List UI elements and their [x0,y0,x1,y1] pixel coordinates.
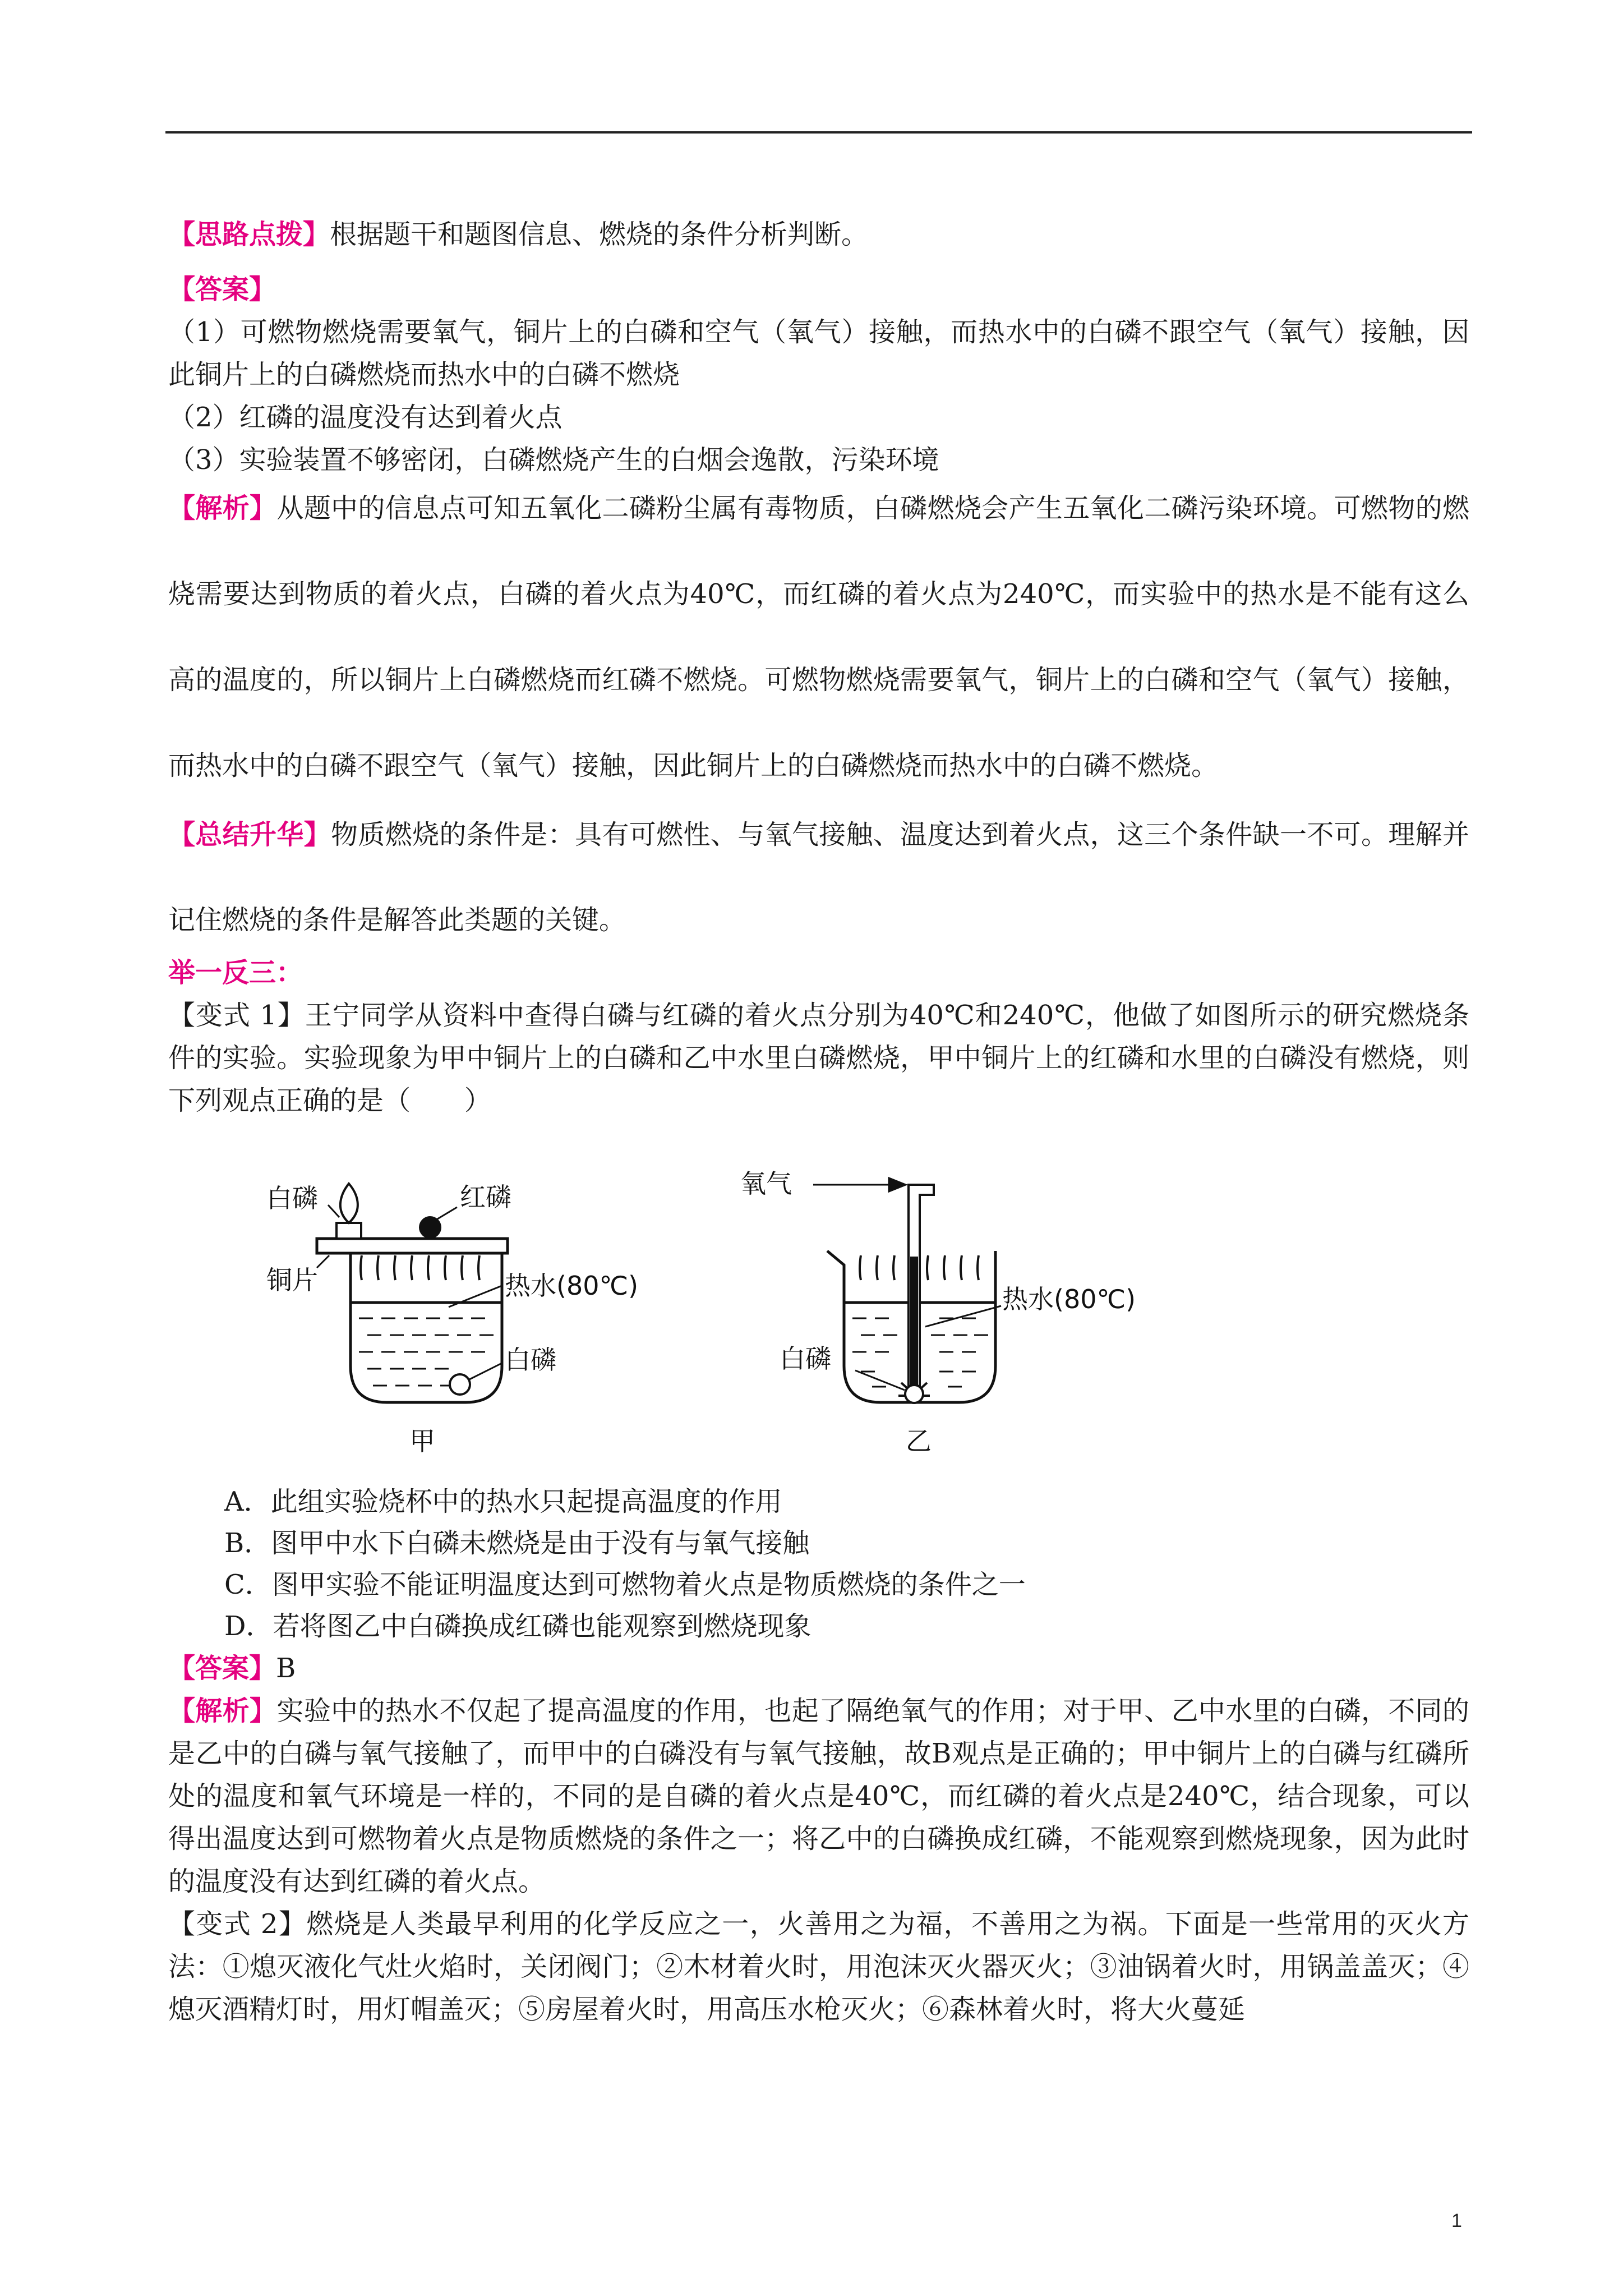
label-white-phosphorus-a: 白磷 [266,1183,318,1213]
variant-1-analysis-text: 实验中的热水不仅起了提高温度的作用，也起了隔绝氧气的作用；对于甲、乙中水里的白磷，不同的是乙中的白磷与氧气接触了，而甲中的白磷没有与氧气接触，故B观点是正确的；甲中铜片上的白磷与红磷所处的温度和氧气环境是一样的，不同的是自磷的着火点是40℃，而红磷的着火点是240℃，结合现象，可以得出温度达到可燃物着火点是物质燃烧的条件之一；将乙中的白磷换成红磷，不能观察到燃烧现象，因为此时的温度没有达到红磷的着火点。 [168,1695,1469,1897]
variant-1-question [168,994,1469,1122]
summary-text: 物质燃烧的条件是：具有可燃性、与氧气接触、温度达到着火点，这三个条件缺一不可。理解并记住燃烧的条件是解答此类题的关键。 [168,819,1469,936]
oxygen-tube [909,1185,934,1391]
label-jia: 甲 [409,1426,435,1456]
water-dashes-a [359,1318,494,1386]
answer-heading [168,268,1469,311]
white-phosphorus-on-plate [336,1184,361,1239]
label-red-phosphorus: 红磷 [460,1182,511,1212]
analysis-text: 从题中的信息点可知五氧化二磷粉尘属有毒物质，白磷燃烧会产生五氧化二磷污染环境。可燃物的燃烧需要达到物质的着火点，白磷的着火点为40℃，而红磷的着火点为240℃，而实验中的热水是不能有这么高的温度的，所以铜片上白磷燃烧而红磷不燃烧。可燃物燃烧需要氧气，铜片上的白磷和空气（氧气）接触，而热水中的白磷不跟空气（氧气）接触，因此铜片上的白磷燃烧而热水中的白磷不燃烧。 [168,493,1469,781]
jyfs-label: 举一反三： [168,957,303,988]
answer-label: 【答案】 [168,274,276,305]
variant-1-analysis [168,1690,1469,1903]
white-phosphorus-in-water [450,1374,470,1395]
answer-item-3: （3）实验装置不够密闭，白磷燃烧产生的白烟会逸散，污染环境 [168,444,939,476]
leader-lines-b [813,1178,1001,1390]
hint-label: 【思路点拨】 [168,219,330,250]
label-oxygen: 氧气 [740,1168,792,1199]
page-number: 1 [1451,2210,1462,2231]
variant-2-label: 【变式 2】 [168,1908,307,1940]
variant-1-answer-value: B [276,1653,296,1684]
beaker-a-ridges [361,1255,479,1280]
answer-item-2: （2）红磷的温度没有达到着火点 [168,402,562,433]
arrow-right-icon [889,1178,906,1191]
variant-1-answer-label: 【答案】 [168,1653,276,1684]
hint-paragraph [168,213,1469,256]
document-body [168,213,1469,2031]
copper-plate [317,1239,508,1253]
option-d: D．若将图乙中白磷换成红磷也能观察到燃烧现象 [224,1611,811,1642]
variant-2-text: 燃烧是人类最早利用的化学反应之一，火善用之为福，不善用之为祸。下面是一些常用的灭火方法：①熄灭液化气灶火焰时，关闭阀门；②木材着火时，用泡沫灭火器灭火；③油锅着火时，用锅盖盖灭；④熄灭酒精灯时，用灯帽盖灭；⑤房屋着火时，用高压水枪灭火；⑥森林着火时，将大火蔓延 [168,1908,1469,2025]
analysis-paragraph [168,466,1469,809]
answer-item-1: （1）可燃物燃烧需要氧气，铜片上的白磷和空气（氧气）接触，而热水中的白磷不跟空气（氧气）接触，因此铜片上的白磷燃烧而热水中的白磷不燃烧 [168,316,1469,390]
option-b: B．图甲中水下白磷未燃烧是由于没有与氧气接触 [224,1527,810,1559]
variant-1-analysis-label: 【解析】 [168,1695,277,1727]
header-rule [165,131,1472,134]
analysis-label: 【解析】 [168,493,277,524]
option-a: A．此组实验烧杯中的热水只起提高温度的作用 [224,1486,782,1517]
variant-1-answer [168,1647,1469,1690]
label-hot-water-a: 热水(80℃) [505,1271,639,1301]
experiment-figure [266,1156,1220,1470]
hint-text: 根据题干和题图信息、燃烧的条件分析判断。 [330,219,869,250]
label-hot-water-b: 热水(80℃) [1002,1284,1136,1314]
summary-label: 【总结升华】 [168,819,331,850]
variant-1-label: 【变式 1】 [168,1000,305,1031]
summary-paragraph [168,792,1469,963]
option-c: C．图甲实验不能证明温度达到可燃物着火点是物质燃烧的条件之一 [224,1569,1026,1600]
flame-icon [340,1184,358,1223]
variant-2-question [168,1903,1469,2031]
label-copper-plate: 铜片 [266,1265,318,1295]
label-white-phosphorus-water: 白磷 [505,1345,556,1375]
experiment-diagram [266,1156,1220,1470]
variant-1-text: 王宁同学从资料中查得白磷与红磷的着火点分别为40℃和240℃，他做了如图所示的研究燃烧条件的实验。实验现象为甲中铜片上的白磷和乙中水里白磷燃烧，甲中铜片上的红磷和水里的白磷没有燃烧，则下列观点正确的是（ ） [168,1000,1469,1116]
label-yi: 乙 [906,1426,932,1456]
label-white-phosphorus-b: 白磷 [780,1343,831,1374]
